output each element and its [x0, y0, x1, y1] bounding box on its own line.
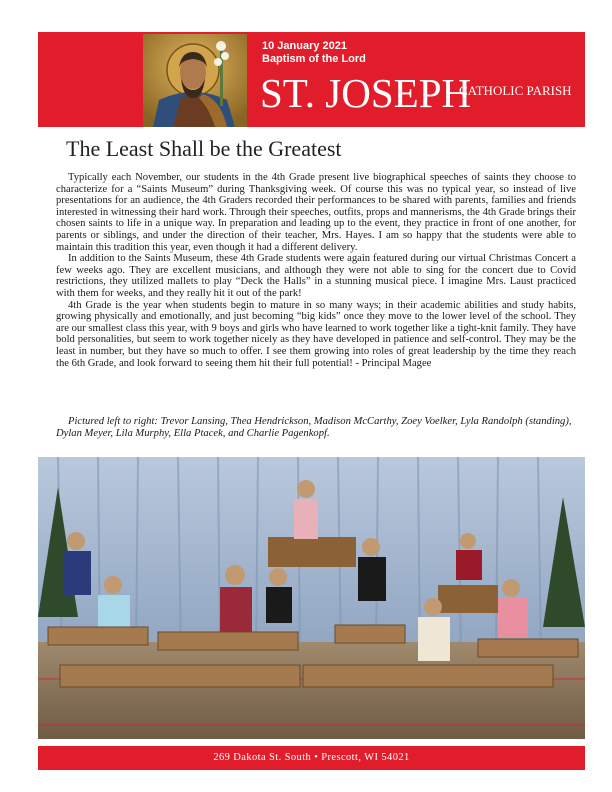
article-paragraph: 4th Grade is the year when students begin to mature in so many ways; in their academic abilities and study habits, growing physically and emotionally, and just becoming “big kids” once they move to the lower level of the school. They are our smallest class this year, with 9 boys and girls who have learned to work together like a tight-knit family. They have bold personalities, but seem to work together nicely as they have developed in patience and self-control. They may be the least in number, but they have so much to offer. I see them growing into roles of great leadership by the time they reach the 6th Grade, and look forward to seeing them hit their full potential! - Principal Magee [56, 299, 577, 369]
footer-bar [38, 746, 585, 770]
article-paragraph: Typically each November, our students in the 4th Grade present live biographical speeches of saints they choose to characterize for a “Saints Museum” during Thanksgiving week. Of course this was no typical year, so instead of live presentations for an audience, the 4th Graders recorded their performances to be shared with parents, families and friends interested in witnessing their hard work. Through their speeches, outfits, props and mannerisms, the 4th Grade brings their chosen saints to life in a unique way. In preparation and leading up to the event, they practice in front of one another, for parents or siblings, and under the direction of their teacher, Mrs. Hayes. I am so happy that the students were able to maintain this tradition this year, even though it had a different delivery. [56, 172, 576, 253]
liturgical-occasion: Baptism of the Lord [262, 53, 366, 65]
parish-subtitle: CATHOLIC PARISH [459, 83, 572, 98]
article-paragraph: In addition to the Saints Museum, these 4th Grade students were again featured during our virtual Christmas Concert a few weeks ago. They are excellent musicians, and although they were not able to sing for the concert due to Covid restrictions, they utilized mallets to play “Deck the Halls” in a stunning musical piece. I imagine Mrs. Laust practiced with them for weeks, and they really hit it out of the park! [56, 253, 576, 299]
masthead [38, 32, 585, 127]
parish-name: ST. JOSEPH [260, 70, 472, 116]
issue-date-block [262, 40, 366, 66]
article-body [56, 172, 576, 369]
article-title: The Least Shall be the Greatest [66, 136, 342, 161]
parish-address: 269 Dakota St. South • Prescott, WI 54021 [213, 752, 410, 763]
photo-caption: Pictured left to right: Trevor Lansing, Thea Hendrickson, Madison McCarthy, Zoey Voelker, Lyla Randolph (standing), Dylan Meyer, Lila Murphy, Ella Ptacek, and Charlie Pagenkopf. [56, 416, 572, 439]
issue-date: 10 January 2021 [262, 40, 348, 52]
saint-joseph-icon [143, 34, 247, 127]
class-photo [38, 457, 585, 739]
